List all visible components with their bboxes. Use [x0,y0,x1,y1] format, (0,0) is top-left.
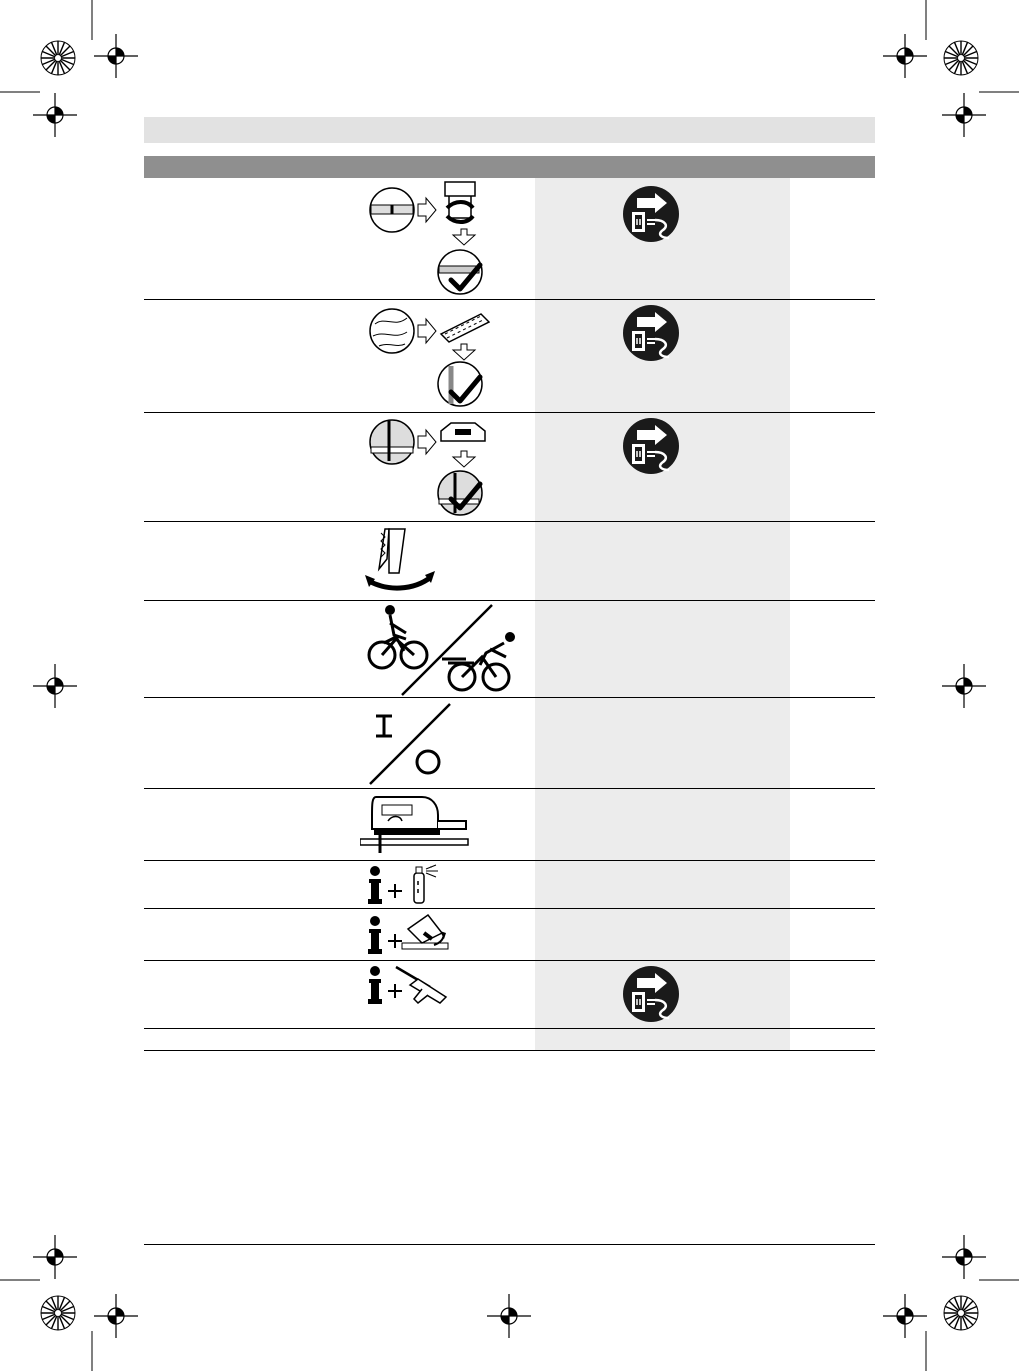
header-bar-dark [144,156,875,178]
footer-line [144,1244,875,1245]
base-plate-pictogram [365,415,490,520]
info-spray-pictogram [368,863,448,906]
unplug-icon [623,186,679,242]
jigsaw-on-workpiece-pictogram [360,791,470,857]
row-divider [144,860,875,861]
row-divider [144,960,875,961]
row-divider [144,908,875,909]
row-divider [144,412,875,413]
info-bevel-pictogram [368,911,453,956]
speed-cyclist-pictogram [362,603,527,696]
worn-blade-pictogram [365,304,490,409]
blade-swap-pictogram [365,180,490,295]
row-divider [144,1028,875,1029]
unplug-icon [623,966,679,1022]
row-divider [144,1050,875,1051]
unplug-icon [623,305,679,361]
row-divider [144,788,875,789]
info-guide-pictogram [368,963,453,1008]
unplug-icon [623,418,679,474]
row-divider [144,521,875,522]
row-divider [144,600,875,601]
row-divider [144,697,875,698]
header-bar-light [144,117,875,143]
on-off-pictogram [366,700,456,786]
pendulum-action-pictogram [365,525,445,597]
row-divider [144,299,875,300]
